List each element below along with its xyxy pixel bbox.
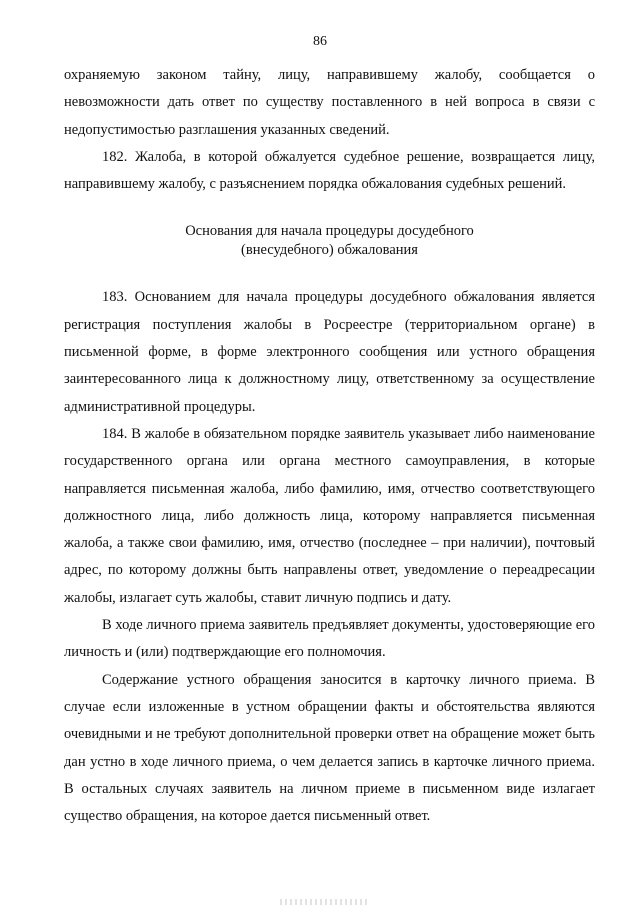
section-heading-line-1: Основания для начала процедуры досудебного: [185, 223, 474, 240]
paragraph-182: 182. Жалоба, в которой обжалуется судебное решение, возвращается лицу, направившему жалобу, с разъяснением порядка обжалования судебных решений.: [64, 148, 595, 193]
paragraph-continuation: охраняемую законом тайну, лицу, направившему жалобу, сообщается о невозможности дать ответ по существу поставленного в ней вопроса в связи с недопустимостью разглашения указанных сведений.: [64, 67, 595, 138]
scan-artifact: [280, 899, 370, 905]
section-heading-line-2: (внесудебного) обжалования: [241, 242, 418, 259]
document-body: [64, 62, 595, 830]
paragraph-personal-reception: В ходе личного приема заявитель предъявляет документы, удостоверяющие его личность и (или) подтверждающие его полномочия.: [64, 617, 595, 661]
paragraph-183: 183. Основанием для начала процедуры досудебного обжалования является регистрация поступления жалобы в Росреестре (территориальном органе) в письменной форме, в форме электронного сообщения или устного обращения заинтересованного лица к должностному лицу, ответственному за осуществление административной процедуры.: [64, 289, 595, 415]
page-number: 86: [313, 34, 327, 49]
section-heading: [64, 222, 595, 260]
paragraph-184: 184. В жалобе в обязательном порядке заявитель указывает либо наименование государственного органа или органа местного самоуправления, в которые направляется письменная жалоба, либо фамилию, имя, отчество соответствующего должностного лица, либо должность лица, которому направляется письменная жалоба, а также свои фамилию, имя, отчество (последнее – при наличии), почтовый адрес, по которому должны быть направлены ответ, уведомление о переадресации жалобы, излагает суть жалобы, ставит личную подпись и дату.: [64, 425, 595, 606]
paragraph-oral-appeal: Содержание устного обращения заносится в карточку личного приема. В случае если изложенные в устном обращении факты и обстоятельства являются очевидными и не требуют дополнительной проверки ответ на обращение может быть дан устно в ходе личного приема, о чем делается запись в карточке личного приема. В остальных случаях заявитель на личном приеме в письменном виде излагает существо обращения, на которое дается письменный ответ.: [64, 671, 595, 825]
